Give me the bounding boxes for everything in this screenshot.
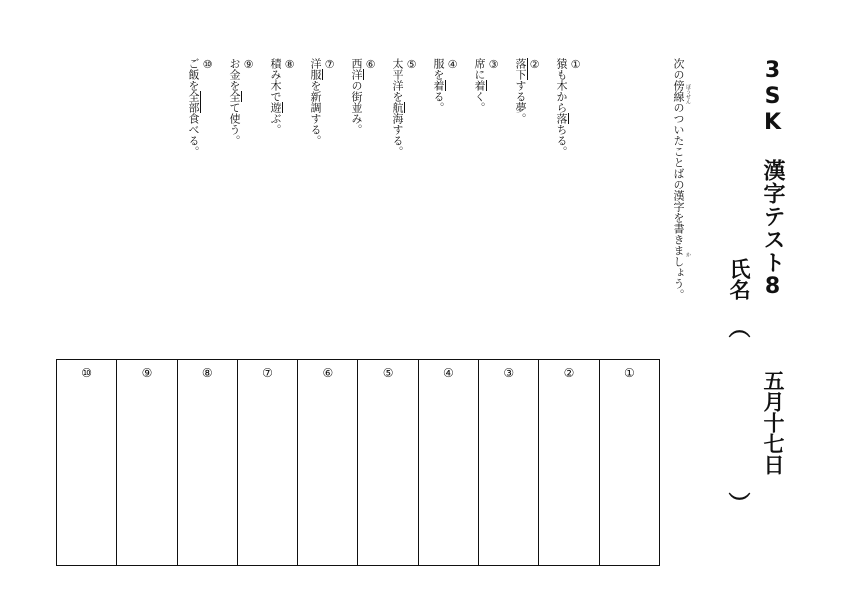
question-2 — [514, 58, 541, 124]
underlined-word: 着 — [432, 80, 445, 91]
question-text-post: 海する。 — [391, 113, 404, 157]
question-text-pre: 太平洋を — [391, 58, 404, 102]
question-number: ⑦ — [323, 58, 336, 71]
question-9 — [228, 58, 255, 146]
answer-box-3[interactable]: ③ — [479, 360, 539, 566]
question-text-post: を新調する。 — [309, 80, 322, 146]
question-6 — [350, 58, 377, 135]
question-7 — [309, 58, 336, 146]
question-1 — [555, 58, 582, 157]
question-text-post: の街並み。 — [350, 80, 363, 135]
question-text-post: 食べる。 — [187, 113, 200, 157]
answer-box-2[interactable]: ② — [539, 360, 599, 566]
ruby-bousen: ぼうせん — [685, 84, 691, 104]
answer-box-7[interactable]: ⑦ — [237, 360, 297, 566]
answer-box-1[interactable]: ① — [599, 360, 659, 566]
underlined-word: 服 — [309, 69, 322, 80]
question-text-post: て使う。 — [228, 102, 241, 146]
question-text-post: る。 — [432, 91, 445, 113]
ruby-ka: か — [685, 252, 691, 257]
test-date: 五月十七日 — [761, 370, 785, 475]
question-text-pre: 洋 — [309, 58, 322, 69]
question-number: ⑥ — [364, 58, 377, 71]
question-text-pre: 服を — [432, 58, 445, 80]
question-text-post: ぶ。 — [269, 113, 282, 135]
question-text-pre: 席に — [473, 58, 486, 80]
question-text-pre: 積み木で — [269, 58, 282, 102]
question-number: ⑩ — [201, 58, 214, 71]
question-number: ⑨ — [242, 58, 255, 71]
name-label: 氏名 — [727, 258, 751, 300]
underlined-word: 全 — [228, 91, 241, 102]
question-5 — [391, 58, 418, 157]
underlined-word: 落下 — [514, 58, 527, 80]
underlined-word: 着 — [473, 80, 486, 91]
test-title: 3SK 漢字テスト8 — [760, 58, 785, 300]
underlined-word: 洋 — [350, 69, 363, 80]
question-text-pre: 猿も木から — [555, 58, 568, 113]
answer-box-8[interactable]: ⑧ — [177, 360, 237, 566]
question-3 — [473, 58, 500, 113]
underlined-word: 遊 — [269, 102, 282, 113]
answer-box-5[interactable]: ⑤ — [358, 360, 418, 566]
question-8 — [269, 58, 296, 135]
question-text-pre: 西 — [350, 58, 363, 69]
name-paren-close: ） — [725, 492, 750, 514]
question-text-post: く。 — [473, 91, 486, 113]
answer-box-9[interactable]: ⑨ — [117, 360, 177, 566]
question-number: ⑧ — [283, 58, 296, 71]
question-text-post: ちる。 — [555, 124, 568, 157]
underlined-word: 航 — [391, 102, 404, 113]
question-number: ④ — [446, 58, 459, 71]
instruction-text: 次の傍線のついたことばの漢字を書きましょう。 — [672, 58, 685, 300]
question-number: ① — [569, 58, 582, 71]
answer-box-4[interactable]: ④ — [418, 360, 478, 566]
question-4 — [432, 58, 459, 113]
question-text-pre: ご飯を — [187, 58, 200, 91]
question-number: ② — [528, 58, 541, 71]
question-10 — [187, 58, 214, 157]
question-text-pre: お金を — [228, 58, 241, 91]
underlined-word: 全部 — [187, 91, 200, 113]
answer-box-6[interactable]: ⑥ — [298, 360, 358, 566]
question-number: ⑤ — [405, 58, 418, 71]
answer-grid — [56, 359, 660, 566]
answer-box-10[interactable]: ⑩ — [57, 360, 117, 566]
name-paren-open: （ — [725, 316, 750, 338]
question-number: ③ — [487, 58, 500, 71]
underlined-word: 落 — [555, 113, 568, 124]
question-text-post: する夢。 — [514, 80, 527, 124]
